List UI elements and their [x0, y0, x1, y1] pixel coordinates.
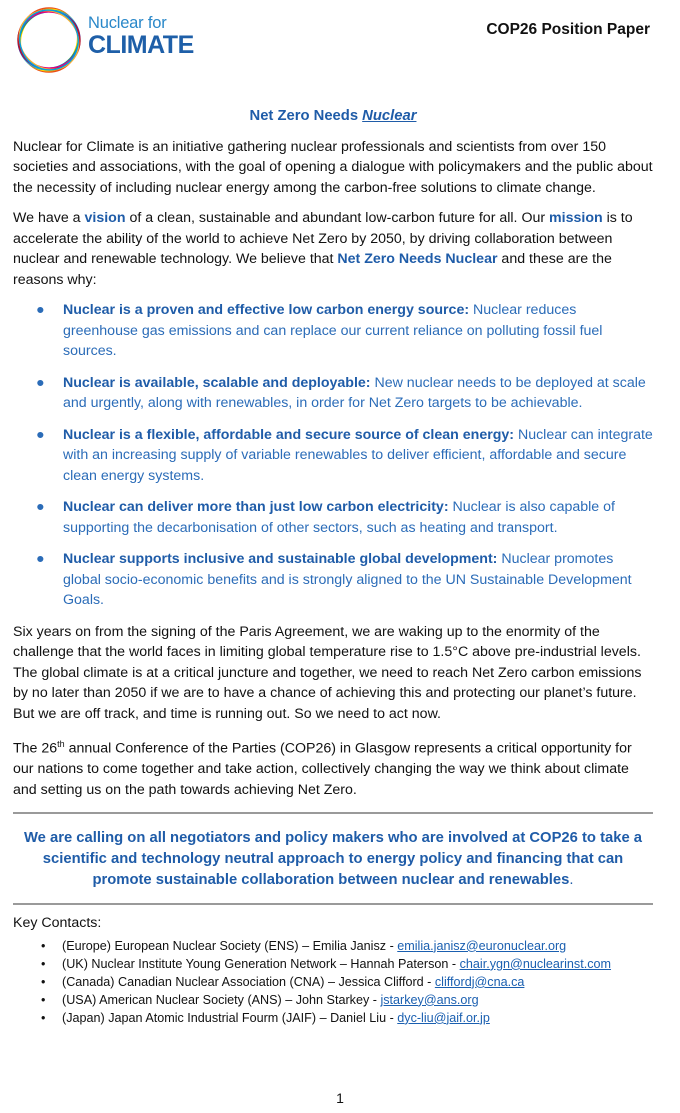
bullet-icon: ● — [36, 426, 45, 443]
reason-text: Nuclear is also capable of supporting the decarbonisation of other sectors, such as heating and transport. — [63, 499, 615, 536]
net-zero-keyword: Net Zero Needs Nuclear — [337, 251, 498, 267]
vision-text-3: is to accelerate the ability of the world to achieve Net Zero by 2050, by driving collaboration between nuclear and renewable technology. We believe that — [13, 210, 633, 267]
contacts-list — [13, 937, 653, 1027]
contact-text: (Europe) European Nuclear Society (ENS) – Emilia Janisz - — [62, 938, 398, 953]
contact-text: (UK) Nuclear Institute Young Generation Network – Hannah Paterson - — [62, 956, 460, 971]
bullet-icon: • — [41, 992, 46, 1007]
cop-text-pre: The 26 — [13, 740, 58, 757]
vision-text-1: We have a — [13, 210, 85, 226]
bullet-icon: • — [41, 956, 46, 971]
logo-line1: Nuclear for — [88, 14, 167, 32]
reason-text: New nuclear needs to be deployed at scale and urgently, along with renewables, in order for Net Zero targets to be achievable. — [63, 374, 646, 411]
title-emphasis: Nuclear — [362, 108, 417, 124]
divider — [13, 812, 653, 814]
contact-text: (Canada) Canadian Nuclear Association (CNA) – Jessica Clifford - — [62, 974, 435, 989]
reason-item — [13, 549, 653, 611]
reason-item — [13, 300, 653, 362]
reason-item — [13, 425, 653, 487]
reason-lead: Nuclear is available, scalable and deployable: — [63, 374, 371, 391]
vision-text-2: of a clean, sustainable and abundant low-carbon future for all. Our — [125, 210, 550, 226]
document-title — [13, 106, 653, 127]
intro-paragraph: Nuclear for Climate is an initiative gathering nuclear professionals and scientists from over 150 societies and associations, with the goal of opening a dialogue with policymakers and the public about the necessity of including nuclear energy among the carbon-free solutions to climate change. — [13, 138, 653, 196]
contact-email-link[interactable]: emilia.janisz@euronuclear.org — [397, 938, 567, 953]
page-number: 1 — [336, 1090, 344, 1106]
contact-email-link[interactable]: cliffordj@cna.ca — [434, 974, 525, 989]
contacts-heading: Key Contacts: — [13, 915, 102, 932]
bullet-icon: • — [41, 1010, 46, 1025]
bullet-icon: • — [41, 938, 46, 953]
contact-email-link[interactable]: dyc-liu@jaif.or.jp — [397, 1010, 490, 1025]
document-label: COP26 Position Paper — [486, 21, 650, 38]
reason-text: Nuclear promotes global socio-economic benefits and is strongly aligned to the UN Sustainable Development Goals. — [63, 551, 632, 608]
contact-item — [13, 937, 653, 955]
cop-paragraph — [13, 734, 653, 800]
reason-lead: Nuclear is a flexible, affordable and secure source of clean energy: — [63, 426, 515, 443]
reason-lead: Nuclear can deliver more than just low carbon electricity: — [63, 499, 449, 515]
reasons-list — [13, 300, 653, 611]
document-body — [13, 106, 653, 1027]
call-to-action-period: . — [569, 872, 574, 889]
title-prefix: Net Zero Needs — [249, 108, 363, 124]
bullet-icon: ● — [36, 374, 45, 391]
logo-line2: CLIMATE — [88, 30, 194, 59]
reason-item — [13, 373, 653, 414]
reason-item — [13, 497, 653, 538]
contact-text: (USA) American Nuclear Society (ANS) – John Starkey - — [62, 992, 381, 1007]
divider — [13, 903, 653, 905]
contact-email-link[interactable]: jstarkey@ans.org — [380, 992, 479, 1007]
bullet-icon: ● — [36, 499, 45, 515]
cop-text-post: annual Conference of the Parties (COP26) in Glasgow represents a critical opportunity for our nations to come together and take action, collectively changing the way we think about climate and setting us on the path towards achieving Net Zero. — [13, 740, 632, 798]
mission-keyword: mission — [549, 210, 603, 226]
contact-email-link[interactable]: chair.ygn@nuclearinst.com — [459, 956, 612, 971]
contact-text: (Japan) Japan Atomic Industrial Fourm (JAIF) – Daniel Liu - — [62, 1010, 398, 1025]
paris-paragraph: Six years on from the signing of the Paris Agreement, we are waking up to the enormity of the challenge that the world faces in limiting global temperature rise to 1.5°C above pre-industrial levels. The global climate is at a critical juncture and together, we need to reach Net Zero carbon emissions by no later than 2050 if we are to have a chance of achieving this and protecting our planet’s future. But we are off track, and time is running out. So we need to act now. — [13, 623, 642, 722]
call-to-action-text: We are calling on all negotiators and policy makers who are involved at COP26 to take a scientific and technology neutral approach to energy policy and financing that can promote sustainable collaboration between nuclear and renewables — [23, 830, 643, 889]
rainbow-ring-icon — [14, 3, 84, 77]
bullet-icon: ● — [36, 302, 45, 318]
logo — [14, 3, 194, 77]
bullet-icon: • — [41, 974, 46, 989]
vision-keyword: vision — [84, 210, 126, 226]
contact-item — [13, 991, 653, 1009]
vision-paragraph — [13, 208, 653, 290]
contact-item — [13, 973, 653, 991]
bullet-icon: ● — [36, 551, 45, 567]
contact-item — [13, 1009, 653, 1027]
reason-lead: Nuclear is a proven and effective low carbon energy source: — [63, 302, 470, 318]
vision-text-4: and these are the reasons why: — [13, 251, 612, 288]
call-to-action — [19, 828, 647, 891]
contact-item — [13, 955, 653, 973]
reason-lead: Nuclear supports inclusive and sustainable global development: — [63, 551, 498, 567]
reason-text: Nuclear can integrate with an increasing supply of variable renewables to deliver efficient, affordable and secure clean energy systems. — [63, 426, 653, 484]
cop-ordinal-suffix: th — [57, 739, 65, 749]
reason-text: Nuclear reduces greenhouse gas emissions and can replace our current reliance on polluting fossil fuel sources. — [63, 302, 603, 359]
